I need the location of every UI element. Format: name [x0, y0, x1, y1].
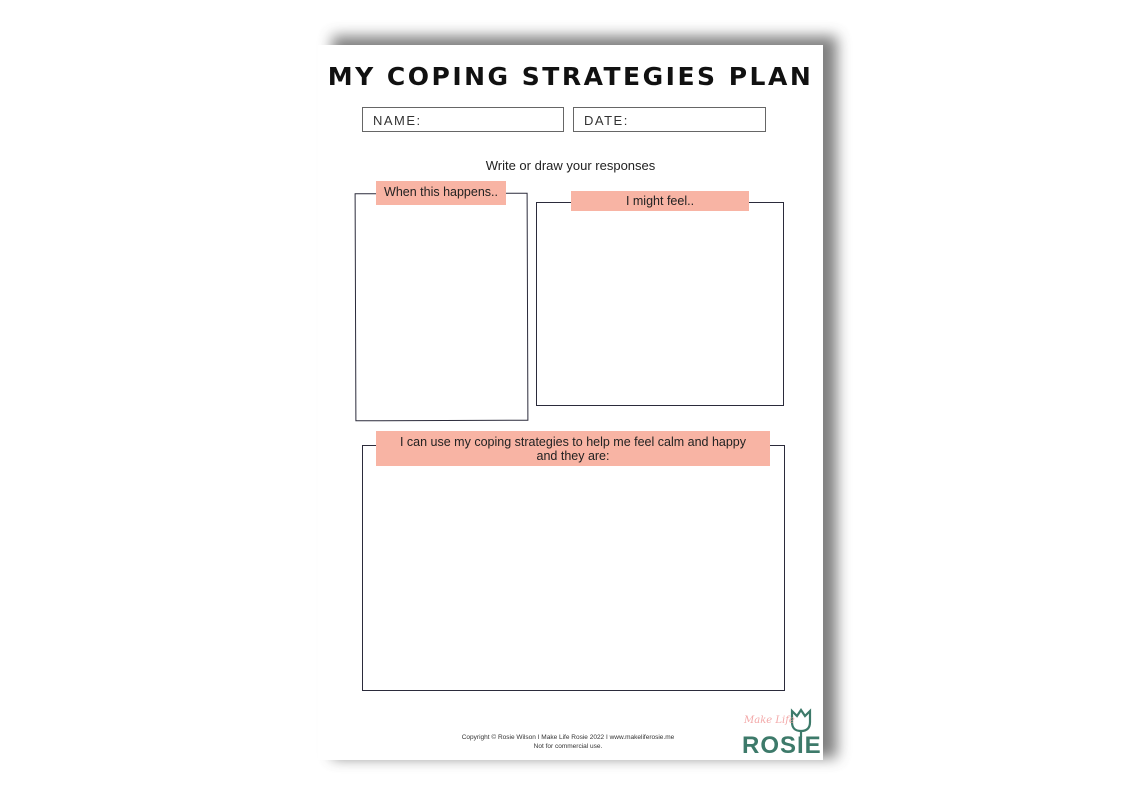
page-title: MY COPING STRATEGIES PLAN: [327, 62, 814, 91]
logo-script: Make Life: [744, 715, 795, 726]
worksheet-page: [318, 45, 823, 760]
strategies-label-line2: and they are:: [536, 449, 610, 463]
logo-name: ROSIE: [742, 732, 822, 759]
name-field[interactable]: NAME:: [362, 107, 564, 132]
strategies-label-line1: I can use my coping strategies to help me feel calm and happy: [399, 435, 747, 449]
when-label: When this happens..: [376, 181, 506, 205]
feel-box[interactable]: [536, 202, 784, 406]
feel-label: I might feel..: [571, 191, 749, 211]
make-life-rosie-logo: [742, 707, 822, 759]
instructions: Write or draw your responses: [485, 158, 656, 173]
strategies-label: [376, 431, 770, 466]
strategies-box[interactable]: [362, 445, 785, 691]
when-box[interactable]: [355, 193, 529, 422]
copyright-text: Copyright © Rosie Wilson I Make Life Rosie 2022 I www.makeliferosie.me: [461, 734, 675, 741]
date-field[interactable]: DATE:: [573, 107, 766, 132]
commercial-note: Not for commercial use.: [533, 743, 603, 750]
